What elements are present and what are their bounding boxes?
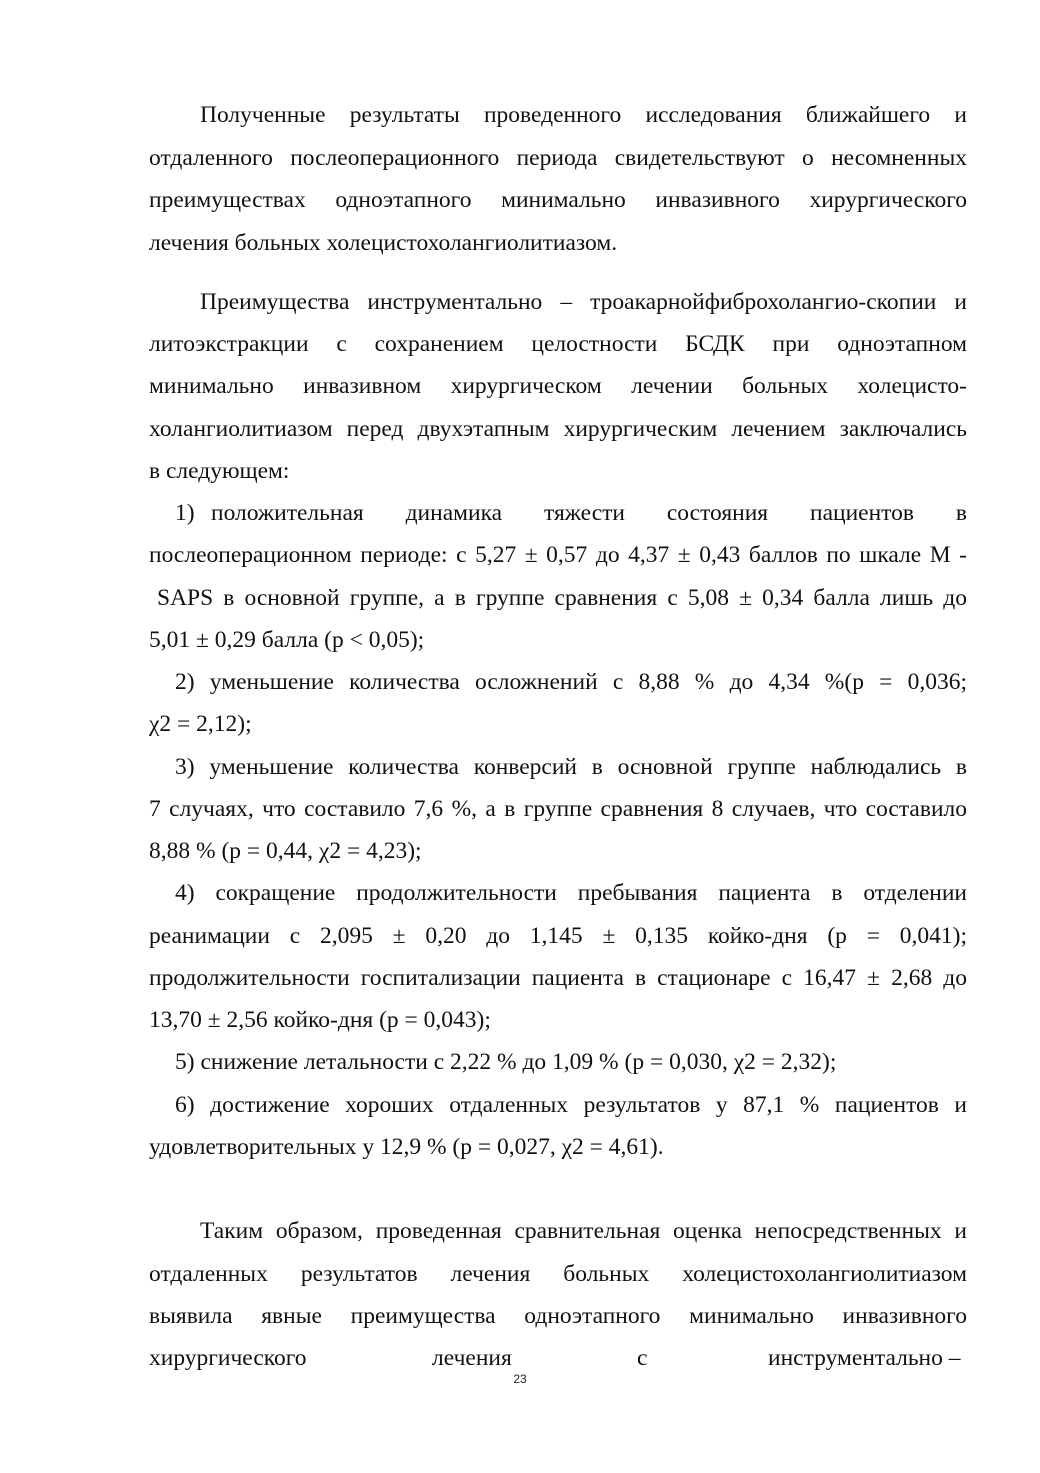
word-treatment: лечения [432,1345,512,1371]
list-item-2-line-2: χ2 = 2,12); [149,711,252,737]
paragraph-2-line-5: в следующем: [149,458,290,484]
page-number: 23 [513,1372,527,1386]
list-item-4-line-2: реанимации с 2,095 ± 0,20 до 1,145 ± 0,135 койко-дня (p = 0,041); [149,923,967,949]
paragraph-3-line-2: отдаленных результатов лечения больных холецистохолангиолитиазом [149,1261,967,1287]
list-item-2-line-1: 2) уменьшение количества осложнений с 8,88 % до 4,34 %(p = 0,036; [175,669,967,695]
paragraph-2-line-3: минимально инвазивном хирургическом лечении больных холецисто- [149,373,967,399]
list-item-1-number: 1) [175,500,195,526]
list-item-6-line-2: удовлетворительных у 12,9 % (p = 0,027, χ2 = 4,61). [149,1134,664,1160]
list-item-4-line-3: продолжительности госпитализации пациента в стационаре с 16,47 ± 2,68 до [149,965,967,991]
list-item-3-line-3: 8,88 % (p = 0,44, χ2 = 4,23); [149,838,422,864]
list-item-4-line-4: 13,70 ± 2,56 койко-дня (p = 0,043); [149,1007,491,1033]
list-item-1-line-1: положительная динамика тяжести состояния пациентов в [211,500,967,526]
paragraph-1-line-2: отдаленного послеоперационного периода свидетельствуют о несомненных [149,145,967,171]
list-item-1-line-2: послеоперационном периоде: с 5,27 ± 0,57 до 4,37 ± 0,43 баллов по шкале М - [149,542,967,568]
paragraph-1-line-1: Полученные результаты проведенного исследования ближайшего и [200,102,967,128]
paragraph-3-line-1: Таким образом, проведенная сравнительная оценка непосредственных и [200,1218,967,1244]
list-item-1-line-4: 5,01 ± 0,29 балла (p < 0,05); [149,627,425,653]
paragraph-2-line-4: холангиолитиазом перед двухэтапным хирургическим лечением заключались [149,416,967,442]
paragraph-3-line-4 [149,1343,967,1373]
word-instrumentally: инструментально – [768,1345,961,1371]
paragraph-3-line-3: выявила явные преимущества одноэтапного минимально инвазивного [149,1303,967,1329]
list-item-3-line-2: 7 случаях, что составило 7,6 %, а в группе сравнения 8 случаев, что составило [149,796,967,822]
paragraph-1-line-4: лечения больных холецистохолангиолитиазом. [149,230,618,256]
word-with: с [637,1345,648,1371]
word-surgical: хирургического [149,1345,307,1371]
list-item-3-line-1: 3) уменьшение количества конверсий в основной группе наблюдались в [175,754,967,780]
list-item-5: 5) снижение летальности с 2,22 % до 1,09 % (p = 0,030, χ2 = 2,32); [175,1049,837,1075]
paragraph-2-line-2: литоэкстракции с сохранением целостности БСДК при одноэтапном [149,331,967,357]
list-item-6-line-1: 6) достижение хороших отдаленных результатов у 87,1 % пациентов и [175,1092,967,1118]
list-item-1-line-3: SAPS в основной группе, а в группе сравнения с 5,08 ± 0,34 балла лишь до [157,585,967,611]
paragraph-1-line-3: преимуществах одноэтапного минимально инвазивного хирургического [149,187,967,213]
list-item-4-line-1: 4) сокращение продолжительности пребывания пациента в отделении [175,880,967,906]
paragraph-2-line-1: Преимущества инструментально – троакарнойфиброхолангио-скопии и [200,289,967,315]
